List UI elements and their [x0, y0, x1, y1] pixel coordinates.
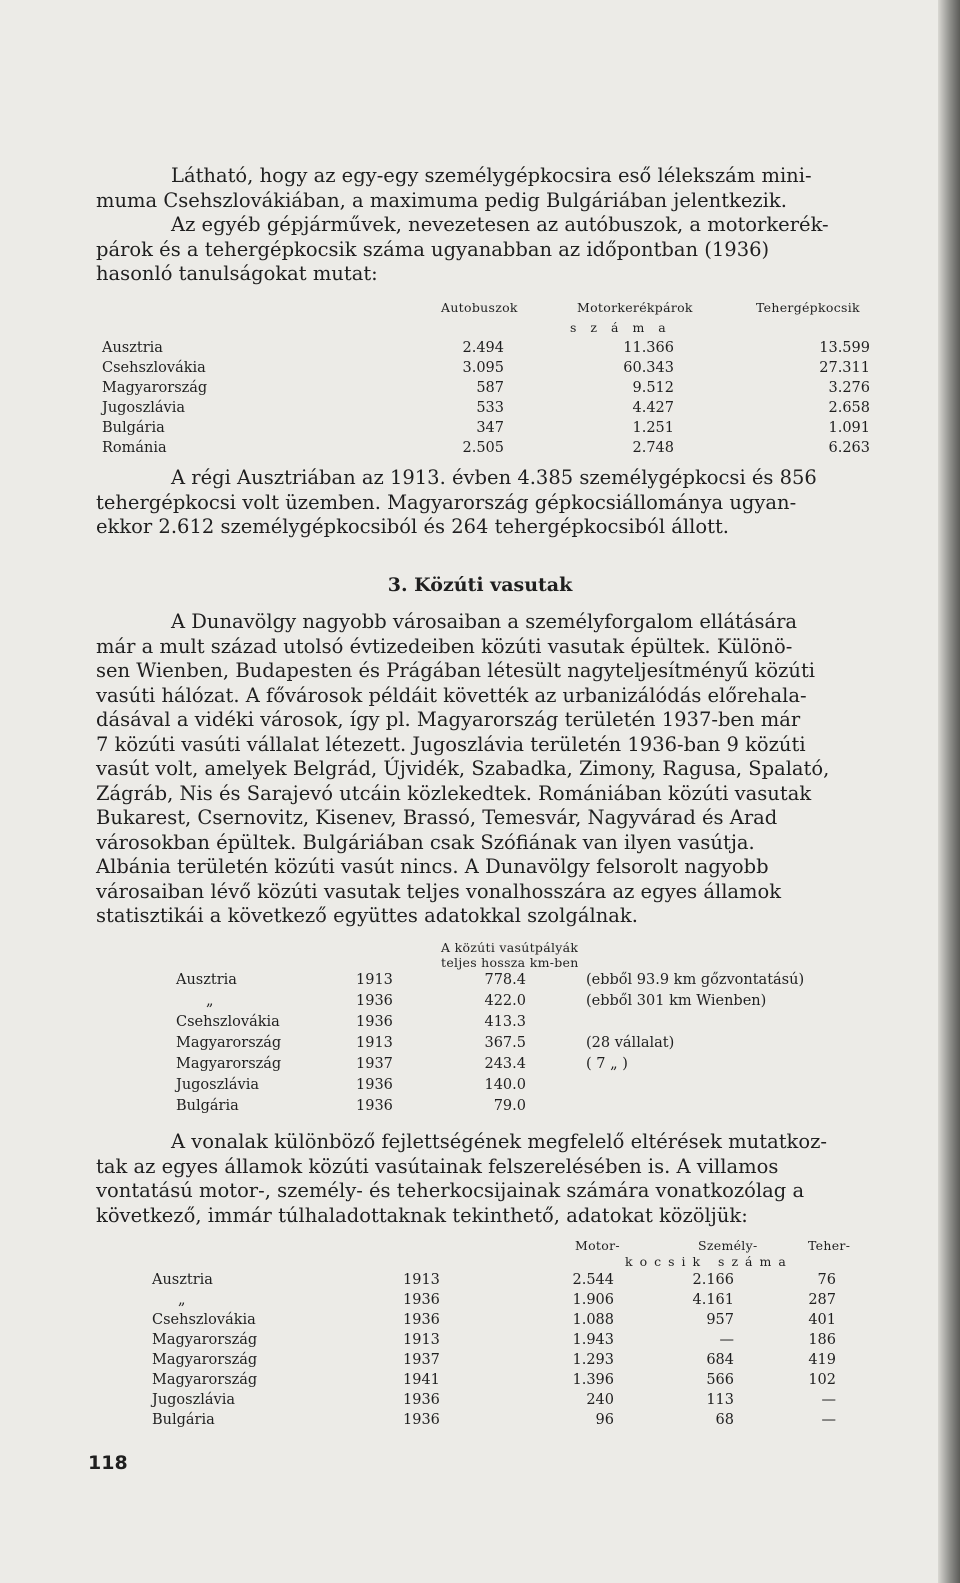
- freight-cell: 419: [808, 1352, 836, 1368]
- text-line: vasúti hálózat. A fővárosok példáit követték az urbanizálódás előrehala-: [96, 683, 807, 707]
- year-cell: 1913: [356, 972, 393, 988]
- motor-cell: 1.088: [572, 1312, 614, 1328]
- text-line: következő, immár túlhaladottaknak tekinthető, adatokat közöljük:: [96, 1203, 748, 1227]
- motor-cell: 1.906: [572, 1292, 614, 1308]
- country-cell: Ausztria: [102, 340, 163, 356]
- note-cell: (ebből 301 km Wienben): [586, 993, 767, 1009]
- text-line: muma Csehszlovákiában, a maximuma pedig Bulgáriában jelentkezik.: [96, 188, 787, 212]
- trucks-cell: 6.263: [828, 440, 870, 456]
- text-line: Albánia területén közúti vasút nincs. A Dunavölgy felsorolt nagyobb: [96, 855, 769, 878]
- column-subheader: kocsik száma: [625, 1254, 793, 1269]
- text-line: sen Wienben, Budapesten és Prágában létesült nagyteljesítményű közúti: [96, 659, 816, 682]
- year-cell: 1936: [356, 1098, 393, 1114]
- text-line: már a mult század utolsó évtizedeiben közúti vasutak épültek. Különö-: [96, 634, 793, 658]
- passenger-cell: 957: [706, 1312, 734, 1328]
- column-header-passenger: Személy-: [698, 1238, 758, 1253]
- freight-cell: 401: [808, 1312, 836, 1328]
- motorcycles-cell: 2.748: [632, 440, 674, 456]
- passenger-cell: 68: [715, 1412, 734, 1428]
- freight-cell: 186: [808, 1332, 836, 1348]
- passenger-cell: 566: [706, 1372, 734, 1388]
- text-line: Bukarest, Csernovitz, Kisenev, Brassó, Temesvár, Nagyvárad és Arad: [96, 806, 778, 829]
- country-cell: „: [178, 1292, 186, 1308]
- motor-cell: 1.293: [572, 1352, 614, 1368]
- freight-cell: —: [821, 1412, 836, 1428]
- motor-cell: 2.544: [572, 1272, 614, 1288]
- country-cell: Csehszlovákia: [152, 1312, 256, 1328]
- text-line: tehergépkocsi volt üzemben. Magyarország gépkocsiállománya ugyan-: [96, 490, 797, 514]
- country-cell: Bulgária: [152, 1412, 215, 1428]
- trucks-cell: 3.276: [828, 380, 870, 396]
- column-header-motor: Motor-: [575, 1238, 620, 1253]
- year-cell: 1913: [403, 1272, 440, 1288]
- motor-cell: 96: [595, 1412, 614, 1428]
- country-cell: Magyarország: [102, 380, 208, 396]
- length-cell: 422.0: [484, 993, 526, 1009]
- country-cell: Jugoszlávia: [176, 1077, 259, 1093]
- year-cell: 1913: [403, 1332, 440, 1348]
- buses-cell: 587: [476, 380, 504, 396]
- paragraph-1913-cars: [96, 466, 892, 540]
- buses-cell: 347: [476, 420, 504, 436]
- year-cell: 1936: [356, 1077, 393, 1093]
- year-cell: 1936: [403, 1312, 440, 1328]
- motor-cell: 240: [586, 1392, 614, 1408]
- country-cell: Jugoszlávia: [152, 1392, 235, 1408]
- year-cell: 1936: [356, 993, 393, 1009]
- text-line: Zágráb, Nis és Sarajevó utcáin közlekedtek. Romániában közúti vasutak: [96, 781, 812, 805]
- text-line: városaiban lévő közúti vasutak teljes vonalhosszára az egyes államok: [96, 879, 782, 903]
- country-cell: Csehszlovákia: [102, 360, 206, 376]
- note-cell: (28 vállalat): [586, 1035, 675, 1051]
- intro-paragraph: [96, 164, 892, 287]
- length-cell: 367.5: [484, 1035, 526, 1051]
- country-cell: Magyarország: [176, 1056, 282, 1072]
- page-number: 118: [88, 1452, 128, 1474]
- text-line: vontatású motor-, személy- és teherkocsijainak számára vonatkozólag a: [96, 1179, 805, 1202]
- section-heading: 3. Közúti vasutak: [387, 574, 573, 596]
- motorcycles-cell: 11.366: [623, 340, 674, 356]
- country-cell: Magyarország: [152, 1372, 258, 1388]
- year-cell: 1913: [356, 1035, 393, 1051]
- country-cell: Jugoszlávia: [102, 400, 185, 416]
- country-cell: Magyarország: [152, 1332, 258, 1348]
- country-cell: Magyarország: [152, 1352, 258, 1368]
- motorcycles-cell: 9.512: [632, 380, 674, 396]
- column-header-length-line2: teljes hossza km-ben: [441, 955, 579, 970]
- country-cell: Bulgária: [176, 1098, 239, 1114]
- text-line: városokban épültek. Bulgáriában csak Szófiának van ilyen vasútja.: [96, 830, 755, 854]
- text-line: Látható, hogy az egy-egy személygépkocsira eső lélekszám mini-: [171, 164, 812, 187]
- year-cell: 1941: [403, 1372, 440, 1388]
- length-cell: 778.4: [484, 972, 526, 988]
- length-cell: 243.4: [484, 1056, 526, 1072]
- buses-cell: 2.494: [462, 340, 504, 356]
- passenger-cell: 113: [706, 1392, 734, 1408]
- text-line: A Dunavölgy nagyobb városaiban a személyforgalom ellátására: [171, 610, 798, 633]
- text-line: párok és a tehergépkocsik száma ugyanabban az időpontban (1936): [96, 237, 770, 261]
- buses-cell: 533: [476, 400, 504, 416]
- length-cell: 140.0: [484, 1077, 526, 1093]
- column-header-length-line1: A közúti vasútpályák: [441, 940, 579, 955]
- country-cell: Csehszlovákia: [176, 1014, 280, 1030]
- year-cell: 1937: [403, 1352, 440, 1368]
- text-line: vasút volt, amelyek Belgrád, Újvidék, Szabadka, Zimony, Ragusa, Spalató,: [96, 757, 830, 780]
- country-cell: Bulgária: [102, 420, 165, 436]
- trucks-cell: 27.311: [819, 360, 870, 376]
- note-cell: (ebből 93.9 km gőzvontatású): [586, 972, 805, 988]
- passenger-cell: 2.166: [692, 1272, 734, 1288]
- column-subheader: száma: [570, 320, 680, 335]
- note-cell: ( 7 „ ): [586, 1056, 628, 1072]
- motorcycles-cell: 1.251: [632, 420, 674, 436]
- country-cell: Ausztria: [176, 972, 237, 988]
- text-line: tak az egyes államok közúti vasútainak felszerelésében is. A villamos: [96, 1154, 779, 1178]
- passenger-cell: —: [719, 1332, 734, 1348]
- length-cell: 79.0: [493, 1098, 526, 1114]
- trucks-cell: 1.091: [828, 420, 870, 436]
- paragraph-tramways: [96, 610, 892, 929]
- length-cell: 413.3: [484, 1014, 526, 1030]
- country-cell: Ausztria: [152, 1272, 213, 1288]
- text-line: Az egyéb gépjárművek, nevezetesen az autóbuszok, a motorkerék-: [171, 213, 829, 236]
- text-line: A régi Ausztriában az 1913. évben 4.385 személygépkocsi és 856: [171, 466, 817, 489]
- freight-cell: —: [821, 1392, 836, 1408]
- freight-cell: 287: [808, 1292, 836, 1308]
- text-line: statisztikái a következő együttes adatokkal szolgálnak.: [96, 904, 638, 927]
- freight-cell: 76: [817, 1272, 836, 1288]
- buses-cell: 2.505: [462, 440, 504, 456]
- passenger-cell: 4.161: [692, 1292, 734, 1308]
- text-line: ekkor 2.612 személygépkocsiból és 264 tehergépkocsiból állott.: [96, 515, 729, 538]
- country-cell: „: [206, 993, 214, 1009]
- text-line: hasonló tanulságokat mutat:: [96, 262, 378, 285]
- column-header-trucks: Tehergépkocsik: [756, 300, 860, 315]
- country-cell: Románia: [102, 440, 167, 456]
- passenger-cell: 684: [706, 1352, 734, 1368]
- motorcycles-cell: 4.427: [632, 400, 674, 416]
- year-cell: 1936: [403, 1412, 440, 1428]
- country-cell: Magyarország: [176, 1035, 282, 1051]
- year-cell: 1936: [356, 1014, 393, 1030]
- column-header-motorcycles: Motorkerékpárok: [577, 300, 693, 315]
- column-header-freight: Teher-: [808, 1238, 851, 1253]
- freight-cell: 102: [808, 1372, 836, 1388]
- column-header-buses: Autobuszok: [441, 300, 518, 315]
- motorcycles-cell: 60.343: [623, 360, 674, 376]
- motor-cell: 1.396: [572, 1372, 614, 1388]
- trucks-cell: 13.599: [819, 340, 870, 356]
- trucks-cell: 2.658: [828, 400, 870, 416]
- year-cell: 1936: [403, 1392, 440, 1408]
- paragraph-rolling-stock: [96, 1130, 892, 1228]
- year-cell: 1936: [403, 1292, 440, 1308]
- text-line: A vonalak különböző fejlettségének megfelelő eltérések mutatkoz-: [171, 1130, 827, 1153]
- text-line: dásával a vidéki városok, így pl. Magyarország területén 1937-ben már: [96, 708, 801, 731]
- motor-cell: 1.943: [572, 1332, 614, 1348]
- year-cell: 1937: [356, 1056, 393, 1072]
- buses-cell: 3.095: [462, 360, 504, 376]
- page-edge-shadow: [938, 0, 960, 1583]
- text-line: 7 közúti vasúti vállalat létezett. Jugoszlávia területén 1936-ban 9 közúti: [96, 732, 806, 756]
